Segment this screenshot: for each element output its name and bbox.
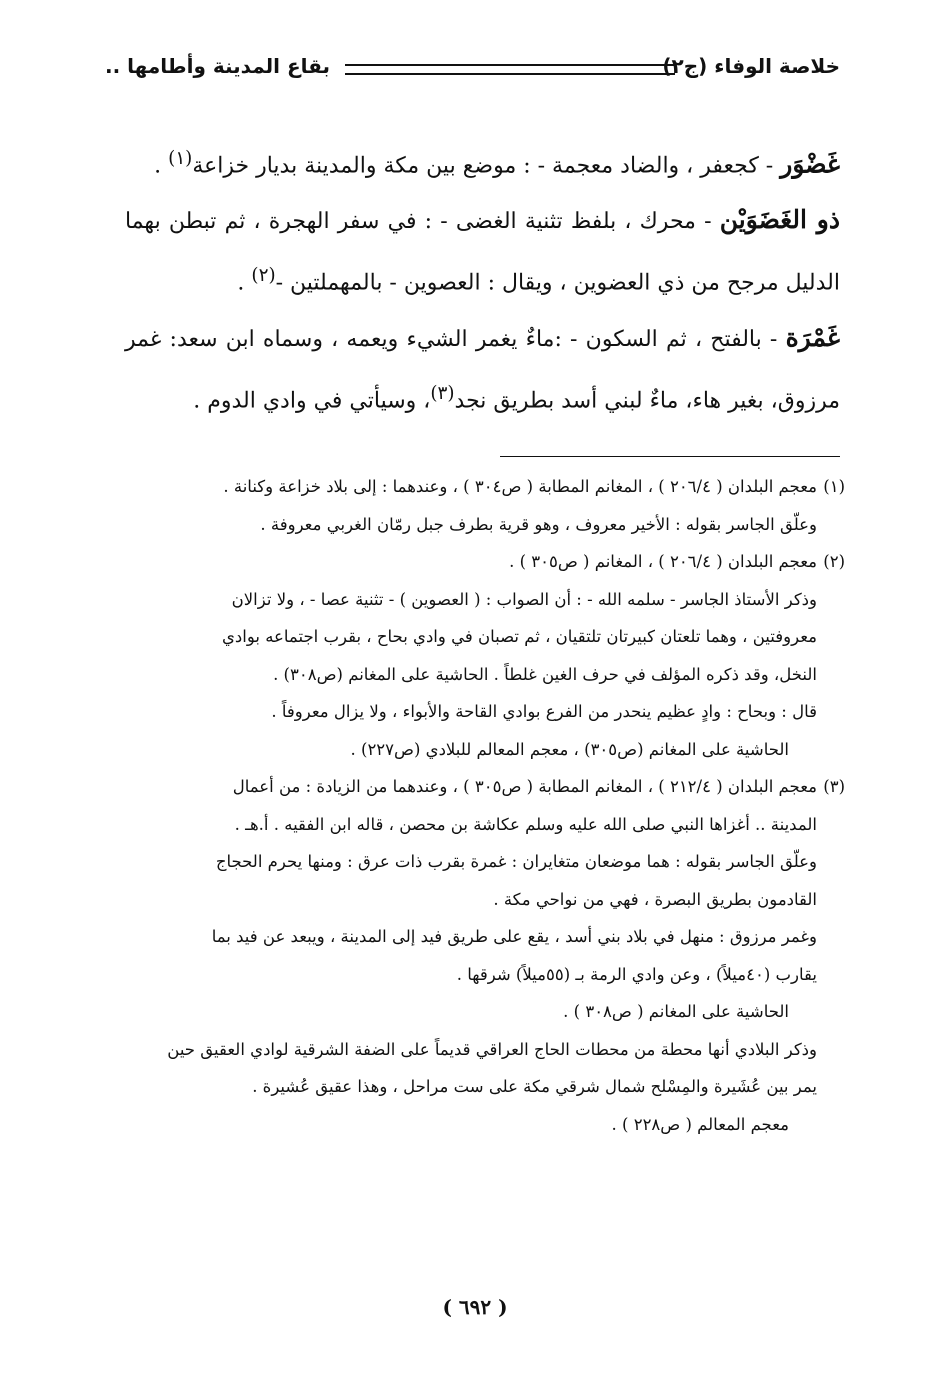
- header-double-rule: [345, 64, 675, 75]
- entry-term: ذو الغَضَوَيْن: [719, 205, 840, 235]
- page-number: ( ٦٩٢ ): [442, 1295, 508, 1319]
- footnote-line: (٣)معجم البلدان ( ٢١٢/٤ ) ، المغانم المطابة ( ص٣٠٥ ) ، وعندهما من الزيادة : من أعمال: [130, 768, 845, 806]
- entry-tail: .: [237, 270, 252, 296]
- footnote-line: معجم المعالم ( ص٢٢٨ ) .: [611, 1114, 789, 1134]
- entry-term: غَضْوَر: [780, 149, 840, 179]
- footnote-separator: [500, 456, 840, 457]
- footnote-line: النخل، وقد ذكره المؤلف في حرف الغين غلطاً . الحاشية على المغانم (ص٣٠٨) .: [273, 664, 817, 684]
- entry-tail: .: [154, 153, 169, 179]
- footnotes: [130, 468, 845, 1143]
- entry-text: - كجعفر ، والضاد معجمة - : موضع بين مكة والمدينة بديار خزاعة: [192, 153, 781, 179]
- footnote-line: وذكر البلادي أنها محطة من محطات الحاج العراقي قديماً على الضفة الشرقية لوادي العقيق حين: [167, 1039, 817, 1059]
- footnote-line: معروفتين ، وهما تلعتان كبيرتان تلتقيان ، ثم تصبان في وادي بحاح ، بقرب اجتماعه بوادي: [222, 627, 817, 646]
- entry-dhu-al-ghadawayn: [125, 193, 840, 310]
- book-title: خلاصة الوفاء (ج٢): [662, 54, 840, 78]
- running-header: [105, 50, 840, 90]
- footnote-line: يقارب (٤٠ميلاً) ، وعن وادي الرمة بـ (٥٥ميلاً) شرقها .: [456, 964, 817, 984]
- footnote-line: قال : وبحاح : وادٍ عظيم ينحدر من الفرع بوادي القاحة والأبواء ، ولا يزال معروفاً .: [271, 702, 817, 721]
- footnote-ref: (٣): [430, 382, 455, 404]
- footnote-number: (٢): [823, 552, 845, 571]
- entry-ghamra: [125, 311, 840, 428]
- footnote-line: (٢)معجم البلدان ( ٢٠٦/٤ ) ، المغانم ( ص٣٠٥ ) .: [130, 543, 845, 581]
- entry-tail: ، وسيأتي في وادي الدوم .: [193, 387, 431, 413]
- footnote-number: (٣): [823, 777, 845, 796]
- entry-text: - محرك ، بلفظ تثنية الغضى - : في سفر الهجرة ، ثم تبطن بهما الدليل مرجح من ذي العضوين ، ويقال : العصوين - بالمهملتين -: [125, 209, 840, 296]
- footnote-line: يمر بين عُشَيرة والمِسْلح شمال شرقي مكة على ست مراحل ، وهذا عقيق عُشيرة .: [252, 1077, 817, 1096]
- footnote-line: القادمون بطريق البصرة ، فهي من نواحي مكة .: [493, 889, 817, 909]
- section-title: بقاع المدينة وأطامها ..: [105, 54, 331, 78]
- footnote-line: وعلّق الجاسر بقوله : الأخير معروف ، وهو قرية بطرف جبل رمّان الغربي معروفة .: [260, 514, 817, 534]
- footnote-line: الحاشية على المغانم (ص٣٠٥) ، معجم المعالم للبلادي (ص٢٢٧) .: [350, 739, 789, 759]
- footnote-line: الحاشية على المغانم ( ص٣٠٨ ) .: [563, 1002, 789, 1021]
- footnote-line: وعلّق الجاسر بقوله : هما موضعان متغايران : غمرة بقرب ذات عرق : ومنها يحرم الحجاج: [215, 852, 817, 871]
- entry-ghadwar: [125, 132, 840, 193]
- main-text: [125, 132, 840, 428]
- footnote-line: وذكر الأستاذ الجاسر - سلمه الله - : أن الصواب : ( العصوين ) - تثنية عصا - ، ولا تزالان: [231, 589, 817, 609]
- entry-term: غَمْرَة: [785, 322, 840, 352]
- footnote-line: (١)معجم البلدان ( ٢٠٦/٤ ) ، المغانم المطابة ( ص٣٠٤ ) ، وعندهما : إلى بلاد خزاعة وكنانة .: [130, 468, 845, 506]
- footnote-ref: (١): [168, 148, 193, 169]
- footnote-line: وغمر مرزوق : منهل في بلاد بني أسد ، يقع على طريق فيد إلى المدينة ، ويبعد عن فيد بما: [211, 927, 817, 946]
- footnote-ref: (٢): [251, 265, 276, 287]
- footnote-line: المدينة .. أغزاها النبي صلى الله عليه وسلم عكاشة بن محصن ، قاله ابن الفقيه . أ.هـ .: [234, 814, 817, 834]
- entry-text: - بالفتح ، ثم السكون - :ماءٌ يغمر الشيء ويعمه ، وسماه ابن سعد: غمر مرزوق، بغير هاء، ماءٌ لبني أسد بطريق نجد: [125, 326, 840, 413]
- footnote-number: (١): [823, 477, 845, 496]
